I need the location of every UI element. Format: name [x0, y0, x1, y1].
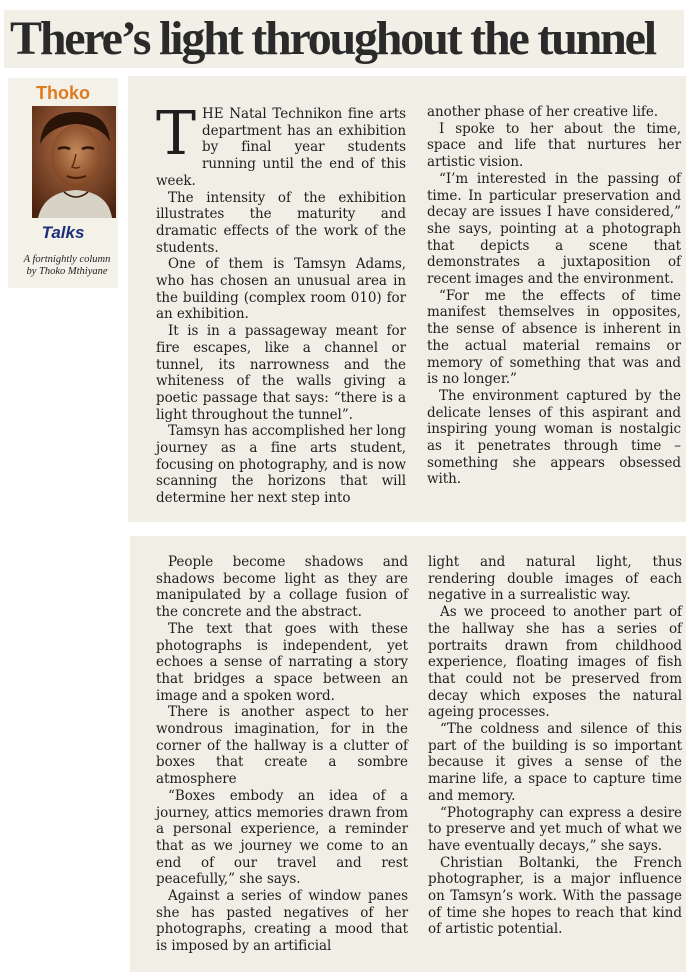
paragraph: Tamsyn has accomplished her long journey as a fine arts student, focusing on photography, and is now scanning the horizons that will determine her next step into — [156, 423, 406, 507]
portrait-image — [32, 106, 116, 218]
block2-column-1 — [156, 554, 408, 955]
paragraph: People become shadows and shadows become light as they are manipulated by a collage fusion of the concrete and the abstract. — [156, 554, 408, 621]
paragraph: The text that goes with these photographs is independent, yet echoes a sense of narrating a story that bridges a space between an image and a spoken word. — [156, 620, 408, 704]
drop-cap: T — [156, 99, 196, 169]
block2-column-2 — [428, 554, 682, 938]
paragraph: “Boxes embody an idea of a journey, attics memories drawn from a personal experience, a reminder that as we journey we come to an end of our travel and rest peacefully,” she says. — [156, 787, 408, 888]
columnist-name: Thoko — [36, 83, 90, 103]
paragraph: light and natural light, thus rendering double images of each negative in a surrealistic way. — [428, 554, 682, 604]
block1-column-2 — [427, 104, 681, 488]
block1-column-1 — [156, 99, 406, 507]
paragraph: One of them is Tamsyn Adams, who has chosen an unusual area in the building (complex room 010) for an exhibition. — [156, 256, 406, 323]
paragraph: As we proceed to another part of the hallway she has a series of portraits drawn from childhood experience, floating images of fish that could not be preserved from decay which exposes the natural ageing processes. — [428, 604, 682, 721]
column-caption: A fortnightly column by Thoko Mthiyane — [23, 254, 111, 277]
paragraph: The environment captured by the delicate lenses of this aspirant and inspiring young woman is nostalgic as it penetrates through time – something she appears obsessed with. — [427, 387, 681, 488]
paragraph: Christian Boltanki, the French photographer, is a major influence on Tamsyn’s work. With the passage of time she hopes to reach that kind of artistic potential. — [428, 854, 682, 938]
paragraph: “The coldness and silence of this part of the building is so important because it gives a sense of the marine life, a space to capture time and memory. — [428, 721, 682, 804]
paragraph: It is in a passageway meant for fire escapes, like a channel or tunnel, its narrowness and the whiteness of the walls giving a poetic passage that says: “there is a light throughout the tunnel”. — [156, 323, 406, 423]
paragraph: Against a series of window panes she has pasted negatives of her photographs, creating a mood that is imposed by an artificial — [156, 888, 408, 955]
headline-banner — [4, 10, 684, 68]
paragraph: “I’m interested in the passing of time. In particular preservation and decay are issues I have considered,” she says, pointing at a photograph that depicts a scene that demonstrates a juxtaposition of recent images and the environment. — [427, 170, 681, 288]
paragraph: “Photography can express a desire to preserve and yet much of what we have eventually decays,” she says. — [428, 804, 682, 854]
paragraph: THE Natal Technikon fine arts department has an exhibition by final year students running until the end of this week. — [156, 99, 406, 189]
paragraph: “For me the effects of time manifest themselves in opposites, the sense of absence is inherent in the actual material remains or memory of something that was and is no longer.” — [427, 287, 681, 388]
columnist-box — [8, 78, 118, 288]
paragraph: The intensity of the exhibition illustrates the maturity and dramatic effects of the work of the students. — [156, 189, 406, 256]
columnist-photo — [32, 106, 116, 218]
paragraph: another phase of her creative life. — [427, 104, 659, 120]
column-title: Talks — [41, 223, 85, 242]
paragraph: There is another aspect to her wondrous imagination, for in the corner of the hallway is a clutter of boxes that create a sombre atmosphere — [156, 704, 408, 788]
paragraph: I spoke to her about the time, space and life that nurtures her artistic vision. — [427, 120, 681, 171]
headline: There’s light throughout the tunnel — [10, 12, 655, 65]
